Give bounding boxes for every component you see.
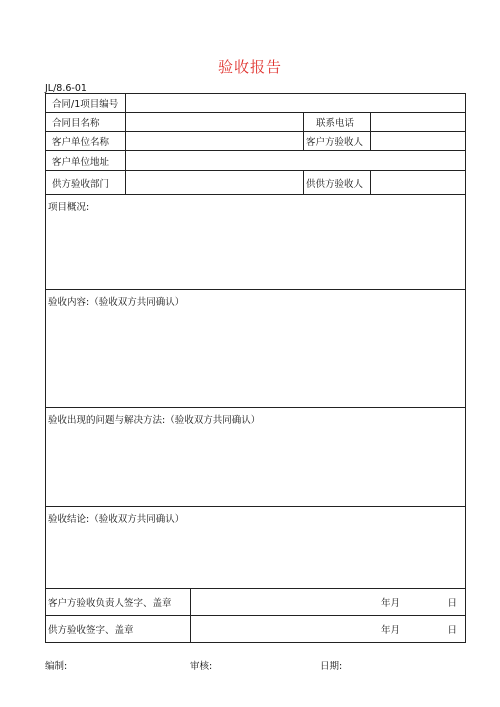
customer-year-month: 年月 [381, 598, 401, 609]
acceptance-content-label: 验收内容:（验收双方共同确认） [48, 297, 185, 308]
acceptance-conclusion-area[interactable] [46, 507, 466, 589]
customer-signature-field[interactable] [191, 589, 466, 616]
acceptance-issues-area[interactable] [46, 408, 466, 507]
row-supplier [46, 171, 466, 195]
acceptance-form-table [45, 93, 466, 643]
project-overview-area[interactable] [46, 195, 466, 290]
customer-address-label: 客户单位地址 [46, 151, 126, 171]
customer-day: 日 [447, 598, 457, 609]
row-content [46, 290, 466, 408]
supplier-acceptor-value[interactable] [371, 171, 466, 195]
project-name-value[interactable] [126, 113, 304, 132]
supplier-acceptor-label: 供供方验收人 [304, 171, 371, 195]
customer-acceptor-label: 客户方验收人 [304, 132, 371, 151]
acceptance-issues-label: 验收出现的问题与解决方法:（验收双方共同确认） [48, 415, 261, 426]
contact-phone-label: 联系电话 [304, 113, 371, 132]
acceptance-content-area[interactable] [46, 290, 466, 408]
date-label: 日期: [320, 661, 343, 672]
supplier-signature-date [193, 622, 463, 636]
reviewed-by-label: 审核: [190, 661, 213, 672]
row-customer-name [46, 132, 466, 151]
customer-address-value[interactable] [126, 151, 466, 171]
customer-signature-date [193, 595, 463, 609]
project-name-label: 合同目名称 [46, 113, 126, 132]
row-customer-address [46, 151, 466, 171]
row-overview [46, 195, 466, 290]
row-project-no [46, 94, 466, 113]
supplier-signature-label: 供方验收签字、盖章 [46, 616, 191, 643]
row-issues [46, 408, 466, 507]
customer-name-label: 客户单位名称 [46, 132, 126, 151]
supplier-dept-label: 供方验收部门 [46, 171, 126, 195]
supplier-signature-field[interactable] [191, 616, 466, 643]
supplier-dept-value[interactable] [126, 171, 304, 195]
customer-signature-label: 客户方验收负责人签字、盖章 [46, 589, 191, 616]
supplier-day: 日 [447, 625, 457, 636]
project-overview-label: 项目概况: [48, 202, 90, 213]
row-project-name [46, 113, 466, 132]
supplier-year-month: 年月 [381, 625, 401, 636]
customer-name-value[interactable] [126, 132, 304, 151]
project-no-value[interactable] [126, 94, 466, 113]
prepared-by-label: 编制: [45, 661, 68, 672]
customer-acceptor-value[interactable] [371, 132, 466, 151]
acceptance-conclusion-label: 验收结论:（验收双方共同确认） [48, 514, 185, 525]
page-title: 验收报告 [217, 58, 282, 76]
row-customer-signature [46, 589, 466, 616]
row-conclusion [46, 507, 466, 589]
document-code: JL/8.6-01 [45, 83, 87, 94]
contact-phone-value[interactable] [371, 113, 466, 132]
row-supplier-signature [46, 616, 466, 643]
project-no-label: 合同/1项目编号 [46, 94, 126, 113]
